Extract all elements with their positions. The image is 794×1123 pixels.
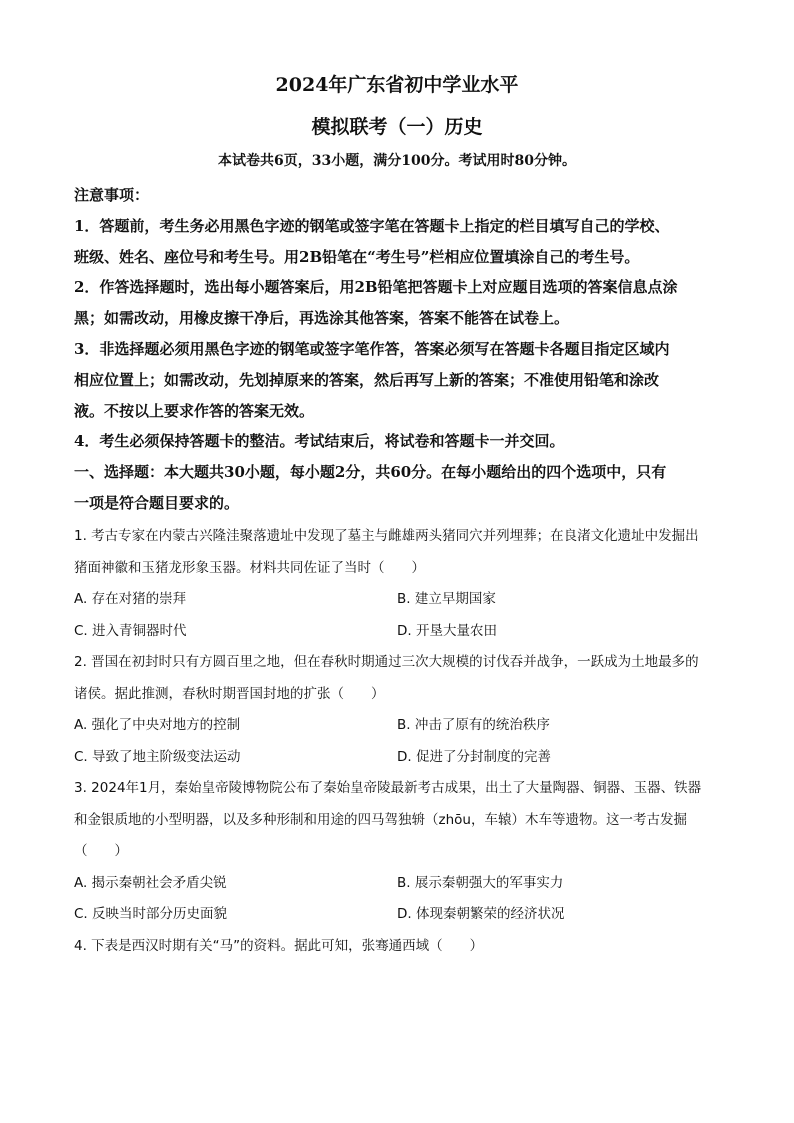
- option-a: A. 存在对猪的崇拜: [74, 591, 187, 607]
- question-stem: 2. 晋国在初封时只有方圆百里之地，但在春秋时期通过三次大规模的讨伐吞并战争，一跃成为土地最多的: [74, 654, 699, 670]
- question-stem: 诸侯。据此推测，春秋时期晋国封地的扩张（ ）: [74, 685, 385, 702]
- instruction-line: 班级、姓名、座位号和考生号。用2B铅笔在“考生号”栏相应位置填涂自己的考生号。: [74, 247, 640, 266]
- question-4: [74, 931, 724, 963]
- questions: [74, 521, 724, 962]
- question-stem: （ ）: [74, 843, 128, 859]
- instruction-line: 黑；如需改动，用橡皮擦干净后，再选涂其他答案，答案不能答在试卷上。: [74, 309, 570, 328]
- question-stem: 4. 下表是西汉时期有关“马”的资料。据此可知，张骞通西域（ ）: [74, 937, 484, 954]
- option-c: C. 进入青铜器时代: [74, 622, 187, 639]
- instruction-line: 4．考生必须保持答题卡的整洁。考试结束后，将试卷和答题卡一并交回。: [74, 432, 565, 451]
- question-stem: 和金银质地的小型明器，以及多种形制和用途的四马驾独辀（zhōu，车辕）木车等遗物。这一考古发掘: [74, 811, 687, 828]
- option-b: B. 展示秦朝强大的军事实力: [397, 874, 564, 891]
- question-stem: 3. 2024年1月，秦始皇帝陵博物院公布了秦始皇帝陵最新考古成果，出土了大量陶器、铜器、玉器、铁器: [74, 780, 702, 796]
- question-stem: 猪面神徽和玉猪龙形象玉器。材料共同佐证了当时（ ）: [74, 559, 425, 576]
- option-d: D. 开垦大量农田: [397, 622, 497, 639]
- instruction-line: 1．答题前，考生务必用黑色字迹的钢笔或签字笔在答题卡上指定的栏目填写自己的学校、: [74, 216, 670, 235]
- option-d: D. 促进了分封制度的完善: [397, 748, 551, 765]
- exam-info: 本试卷共6页，33小题，满分100分。考试用时80分钟。: [218, 153, 576, 169]
- options: [74, 710, 724, 773]
- section-heading-cont: 一项是符合题目要求的。: [74, 493, 240, 512]
- instruction-line: 3．非选择题必须用黑色字迹的钢笔或签字笔作答，答案必须写在答题卡各题目指定区域内: [74, 339, 670, 358]
- option-a: A. 揭示秦朝社会矛盾尖锐: [74, 874, 227, 891]
- instructions-heading: 注意事项：: [74, 186, 150, 204]
- question-3: [74, 773, 724, 931]
- question-2: [74, 647, 724, 773]
- instruction-line: 2．作答选择题时，选出每小题答案后，用2B铅笔把答题卡上对应题目选项的答案信息点涂: [74, 278, 678, 297]
- option-c: C. 反映当时部分历史面貌: [74, 906, 228, 922]
- instructions: [74, 180, 724, 519]
- option-a: A. 强化了中央对地方的控制: [74, 717, 241, 733]
- option-b: B. 冲击了原有的统治秩序: [397, 717, 550, 733]
- options: [74, 868, 724, 931]
- question-stem: 1. 考古专家在内蒙古兴隆洼聚落遗址中发现了墓主与雌雄两头猪同穴并列埋葬；在良渚文化遗址中发掘出: [74, 528, 699, 544]
- option-b: B. 建立早期国家: [397, 591, 496, 607]
- question-1: [74, 521, 724, 647]
- option-d: D. 体现秦朝繁荣的经济状况: [397, 906, 565, 922]
- option-c: C. 导致了地主阶级变法运动: [74, 748, 241, 765]
- instruction-line: 相应位置上；如需改动，先划掉原来的答案，然后再写上新的答案；不准使用铅笔和涂改: [74, 370, 660, 389]
- exam-title: 2024年广东省初中学业水平: [275, 74, 519, 96]
- exam-subject-title: 模拟联考（一）历史: [311, 116, 483, 138]
- section-heading: 一、选择题：本大题共30小题，每小题2分，共60分。在每小题给出的四个选项中，只有: [74, 463, 667, 482]
- options: [74, 584, 724, 647]
- instruction-line: 液。不按以上要求作答的答案无效。: [74, 401, 315, 420]
